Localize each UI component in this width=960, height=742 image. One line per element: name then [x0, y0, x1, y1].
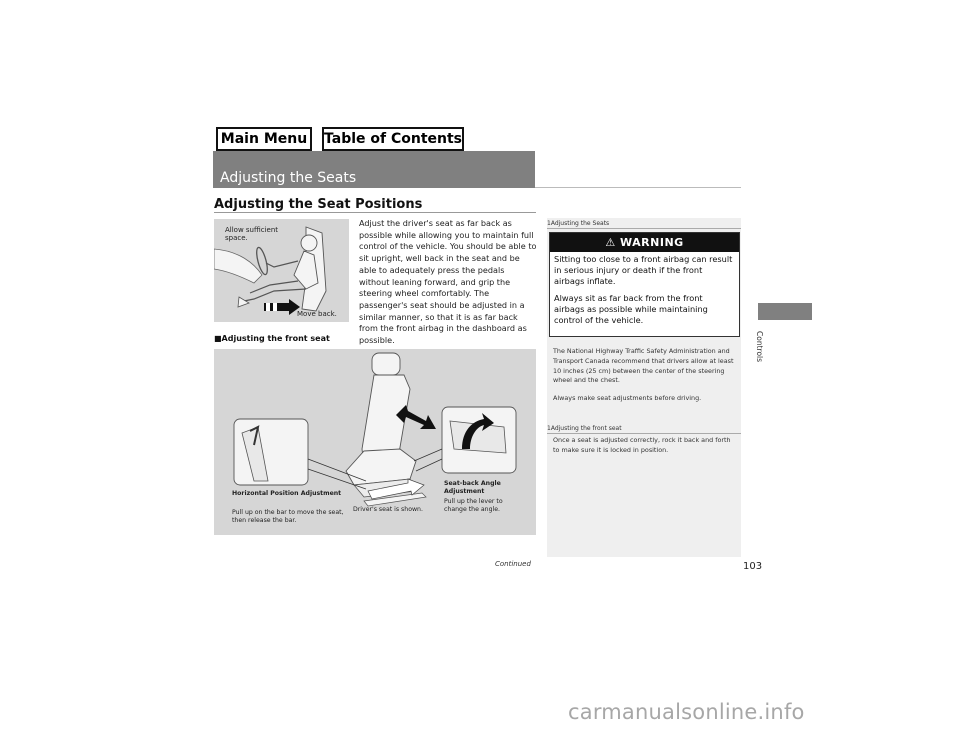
seats-note-paragraph-1: The National Highway Traffic Safety Administration and Transport Canada recommend that drivers allow at least 10 inches (25 cm) between the center of the steering wheel and the chest. — [553, 347, 734, 385]
note-marker-icon: 1 — [547, 220, 551, 227]
continued-label: Continued — [495, 560, 531, 568]
note-marker-icon: 1 — [547, 425, 551, 432]
note-divider — [547, 433, 741, 434]
section-title: Adjusting the Seat Positions — [214, 197, 423, 212]
warning-header — [550, 233, 739, 252]
warning-triangle-icon: ⚠ — [605, 236, 616, 249]
seatback-adjust-title — [444, 480, 524, 495]
warning-text — [550, 252, 739, 333]
chapter-title-bar — [213, 151, 535, 188]
title-divider — [535, 187, 741, 188]
allow-space-label: Allow sufficient space. — [225, 226, 279, 242]
front-seat-subheading: ■Adjusting the front seat — [214, 334, 330, 343]
chapter-side-tab[interactable] — [758, 303, 812, 320]
note-divider — [547, 228, 741, 229]
horizontal-adjust-desc: Pull up on the bar to move the seat, then release the bar. — [232, 509, 344, 524]
front-seat-note-paragraph: Once a seat is adjusted correctly, rock it back and forth to make sure it is locked in position. — [553, 436, 731, 454]
front-seat-figure — [214, 349, 536, 535]
seats-note-text — [553, 347, 737, 412]
seatback-adjust-title-text: Seat-back Angle Adjustment — [444, 480, 501, 495]
page-number: 103 — [743, 561, 763, 572]
note-heading-seats-text: Adjusting the Seats — [550, 220, 610, 227]
driver-seat-caption: Driver's seat is shown. — [353, 506, 423, 513]
warning-paragraph-2: Always sit as far back from the front airbags as possible while maintaining control of the vehicle. — [554, 292, 708, 326]
chapter-side-label: Controls — [755, 331, 764, 363]
warning-box — [549, 232, 740, 337]
watermark-text: carmanualsonline.info — [568, 700, 805, 724]
horizontal-adjust-title — [232, 490, 342, 498]
seatback-adjust-desc: Pull up the lever to change the angle. — [444, 498, 503, 513]
table-of-contents-button[interactable]: Table of Contents — [322, 127, 464, 151]
warning-label: WARNING — [620, 236, 684, 249]
driver-position-figure — [214, 219, 349, 322]
note-heading-front-seat-text: Adjusting the front seat — [550, 425, 622, 432]
front-seat-note-text — [553, 436, 737, 464]
horizontal-adjust-title-text: Horizontal Position Adjustment — [232, 490, 342, 497]
chapter-title: Adjusting the Seats — [220, 170, 357, 186]
intro-paragraph: Adjust the driver's seat as far back as possible while allowing you to maintain full control of the vehicle. You should be able to sit upright, well back in the seat and be able to adequately press the pedals without leaning forward, and grip the steering wheel comfortably. The passenger's seat should be adjusted in a similar manner, so that it is as far back from the front airbag in the dashboard as possible. — [359, 218, 537, 346]
main-menu-button[interactable]: Main Menu — [216, 127, 312, 151]
move-back-label: Move back. — [297, 310, 337, 318]
note-heading-seats — [547, 220, 609, 227]
seats-note-paragraph-2: Always make seat adjustments before driving. — [553, 394, 702, 403]
warning-paragraph-1: Sitting too close to a front airbag can result in serious injury or death if the front airbags inflate. — [554, 254, 733, 287]
note-heading-front-seat — [547, 425, 622, 432]
section-divider — [214, 212, 536, 213]
